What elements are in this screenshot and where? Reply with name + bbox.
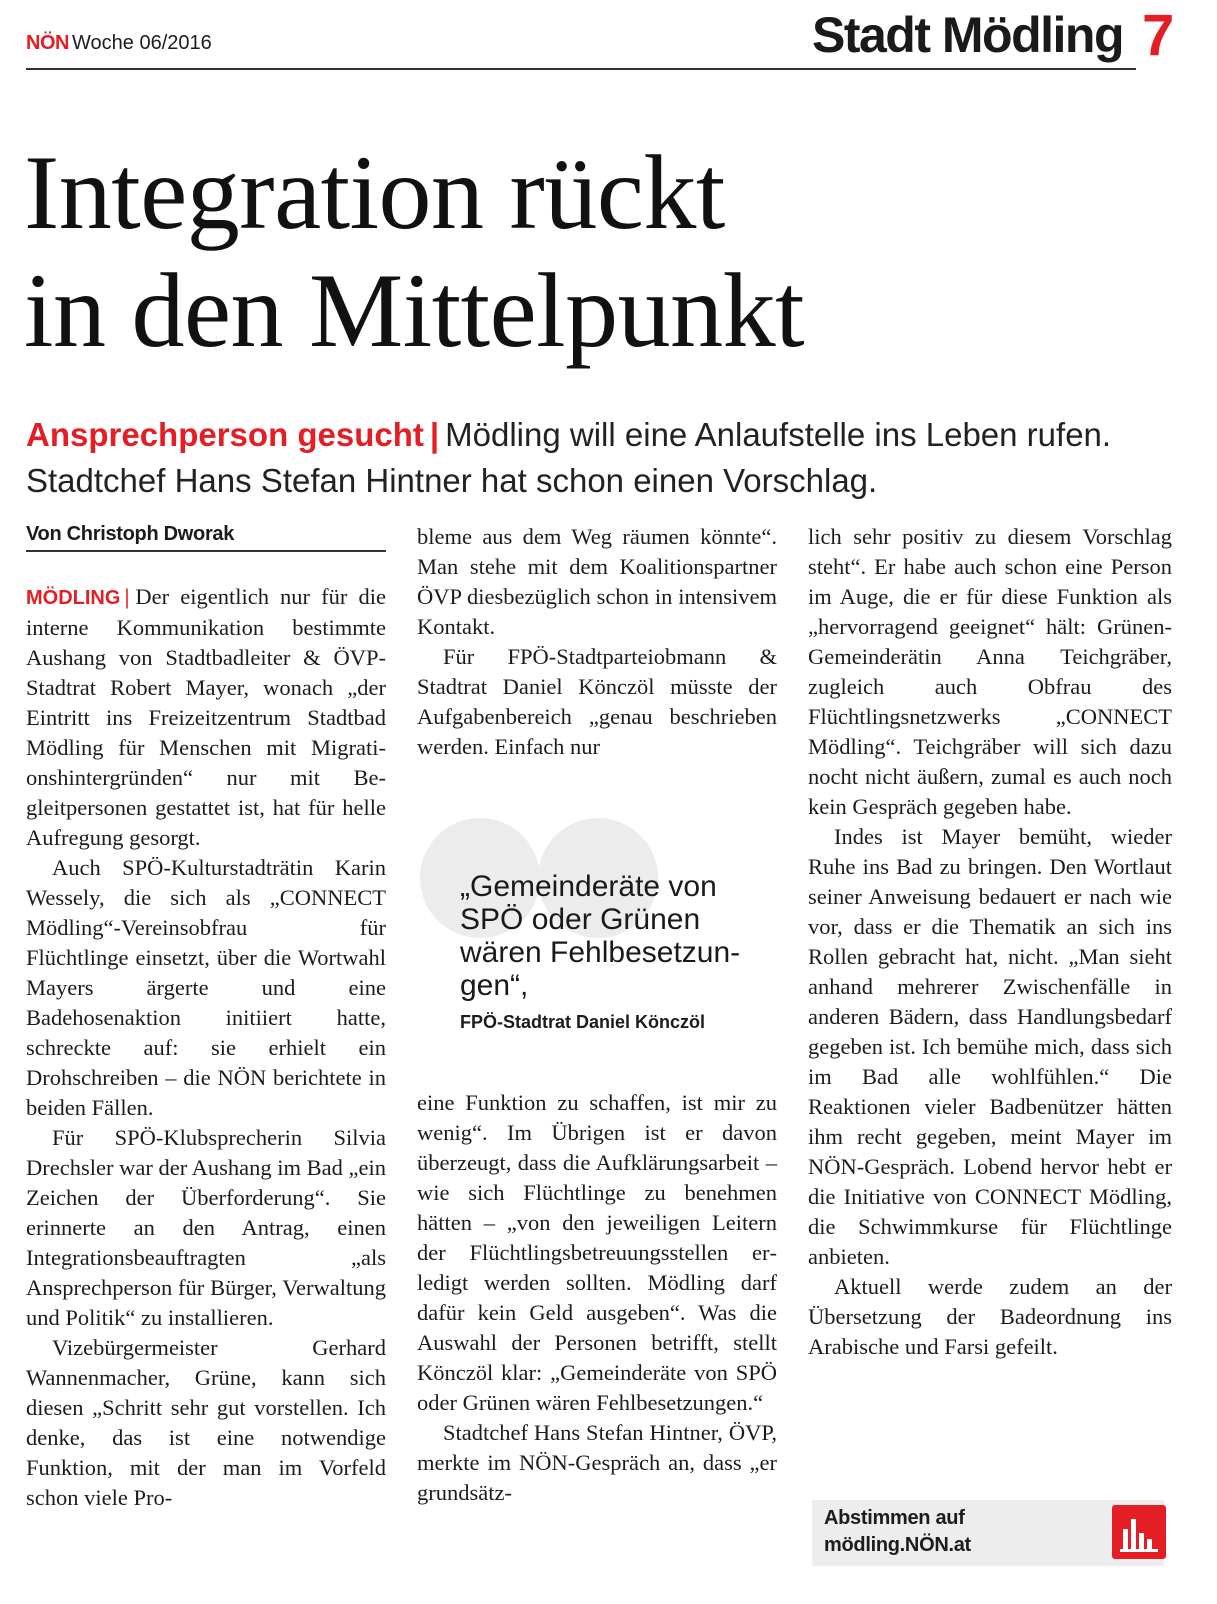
paragraph: Auch SPÖ-Kulturstadträtin Karin Wessely, die sich als „CONNECT Mödling“-Vereinsobfrau für Flüchtlinge einsetzt, über die Wortwahl Mayers ärgerte und eine Badehosenaktion initiiert hatte, schreckte auf: sie erhielt ein Drohschreiben – die NÖN berichtete in beiden Fällen. [26, 855, 386, 1120]
dateline: MÖDLING [26, 587, 121, 609]
deck [26, 412, 1196, 504]
article-column-3 [808, 522, 1172, 1362]
paragraph: Indes ist Mayer bemüht, wieder Ruhe ins Bad zu bringen. Den Wortlaut seiner Anweisung bedauert er nach wie vor, dass er die Thematik an sich ins Rollen gebracht hat, nicht. „Man sieht anhand mehrerer Zwischenfälle in anderen Bädern, dass Handlungsbedarf gegeben ist. Ich bemühe mich, dass sich im Bad alle wohlfühlen.“ Die Reaktionen vieler Badbenützer hätten ihm recht gegeben, meint Mayer im NÖN-Gespräch. Lobend hervor hebt er die Initiative von CONNECT Mödling, die Schwimmkurse für Flüchtlinge anbieten. [808, 824, 1172, 1269]
brand-logo: NÖN [26, 32, 69, 54]
paragraph-text: Der eigentlich nur für die interne Kommunikation bestimmte Aushang von Stadtbadleiter & ÖVP-Stadtrat Robert Mayer, wonach „der Eintritt ins Freizeitzentrum Stadtbad Mödling für Menschen mit Migrationshintergründen“ nur mit Begleitpersonen gestattet ist, hat für helle Aufregung gesorgt. [26, 584, 386, 850]
bar-chart-icon[interactable] [1112, 1505, 1166, 1559]
paragraph: Stadtchef Hans Stefan Hintner, ÖVP, merkte im NÖN-Gespräch an, dass „er grundsätz- [417, 1420, 777, 1505]
header-rule [26, 68, 1136, 70]
paragraph [26, 582, 386, 853]
pull-quote-source: FPÖ-Stadtrat Daniel Könczöl [460, 1012, 706, 1032]
paragraph: bleme aus dem Weg räumen könnte“. Man stehe mit dem Koalitionspartner ÖVP diesbezüglich schon in intensivem Kontakt. [417, 524, 777, 639]
paragraph: Für SPÖ-Klubsprecherin Silvia Drechsler war der Aushang im Bad „ein Zeichen der Überforderung“. Sie erinnerte an den Antrag, einen Integrationsbeauftragten „als Ansprechperson für Bürger, Verwaltung und Politik“ zu installieren. [26, 1125, 386, 1330]
headline: Integration rückt in den Mittelpunkt [24, 134, 805, 369]
article-column-2-top [417, 522, 777, 762]
issue-label: Woche 06/2016 [72, 32, 212, 54]
deck-separator: | [429, 416, 440, 453]
bar-chart-icon-glyph [1112, 1505, 1166, 1559]
byline: Von Christoph Dworak [26, 523, 386, 552]
paragraph: Für FPÖ-Stadtparteiobmann & Stadtrat Daniel Könczöl müsste der Aufgabenbereich „genau beschrieben werden. Einfach nur [417, 644, 777, 759]
deck-kicker: Ansprechperson gesucht [26, 416, 424, 453]
dateline-separator: | [124, 584, 130, 609]
deck-text: Mödling will eine Anlaufstelle ins Leben rufen. Stadtchef Hans Stefan Hintner hat schon einen Vorschlag. [26, 416, 1112, 499]
poll-link[interactable]: Abstimmen auf mödling.NÖN.at [824, 1507, 971, 1556]
paragraph: Vizebürgermeister Gerhard Wannenmacher, Grüne, kann sich diesen „Schritt sehr gut vorstellen. Ich denke, das ist eine notwendige Funktion, mit der man im Vorfeld schon viele Pro- [26, 1335, 386, 1510]
page-number: 7 [1142, 3, 1175, 68]
section-title: Stadt Mödling [812, 7, 1123, 63]
article-column-2-bottom [417, 1088, 777, 1508]
paragraph: lich sehr positiv zu diesem Vorschlag steht“. Er habe auch schon eine Person im Auge, die er für diese Funktion als „hervorragend geeignet“ hält: Grünen-Gemeinderätin Anna Teichgräber, zugleich auch Obfrau des Flüchtlingsnetzwerks „CONNECT Mödling“. Teichgräber will sich dazu nocht nicht äußern, zumal es auch noch kein Gespräch gegeben habe. [808, 524, 1172, 819]
article-column-1 [26, 582, 386, 1513]
paragraph: eine Funktion zu schaffen, ist mir zu wenig“. Im Übrigen ist er davon überzeugt, dass die Aufklärungsarbeit – wie sich Flüchtlinge zu benehmen hätten – „von den jeweiligen Leitern der Flüchtlingsbetreuungsstellen erledigt werden sollten. Mödling darf dafür kein Geld ausgeben“. Was die Auswahl der Personen betrifft, stellt Könczöl klar: „Gemeinderäte von SPÖ oder Grünen wären Fehlbesetzungen.“ [417, 1090, 777, 1415]
paragraph: Aktuell werde zudem an der Übersetzung der Badeordnung ins Arabische und Farsi gefeilt. [808, 1274, 1172, 1359]
pull-quote-text: „Gemeinderäte von SPÖ oder Grünen wären Fehlbesetzungen“, [460, 870, 741, 1002]
